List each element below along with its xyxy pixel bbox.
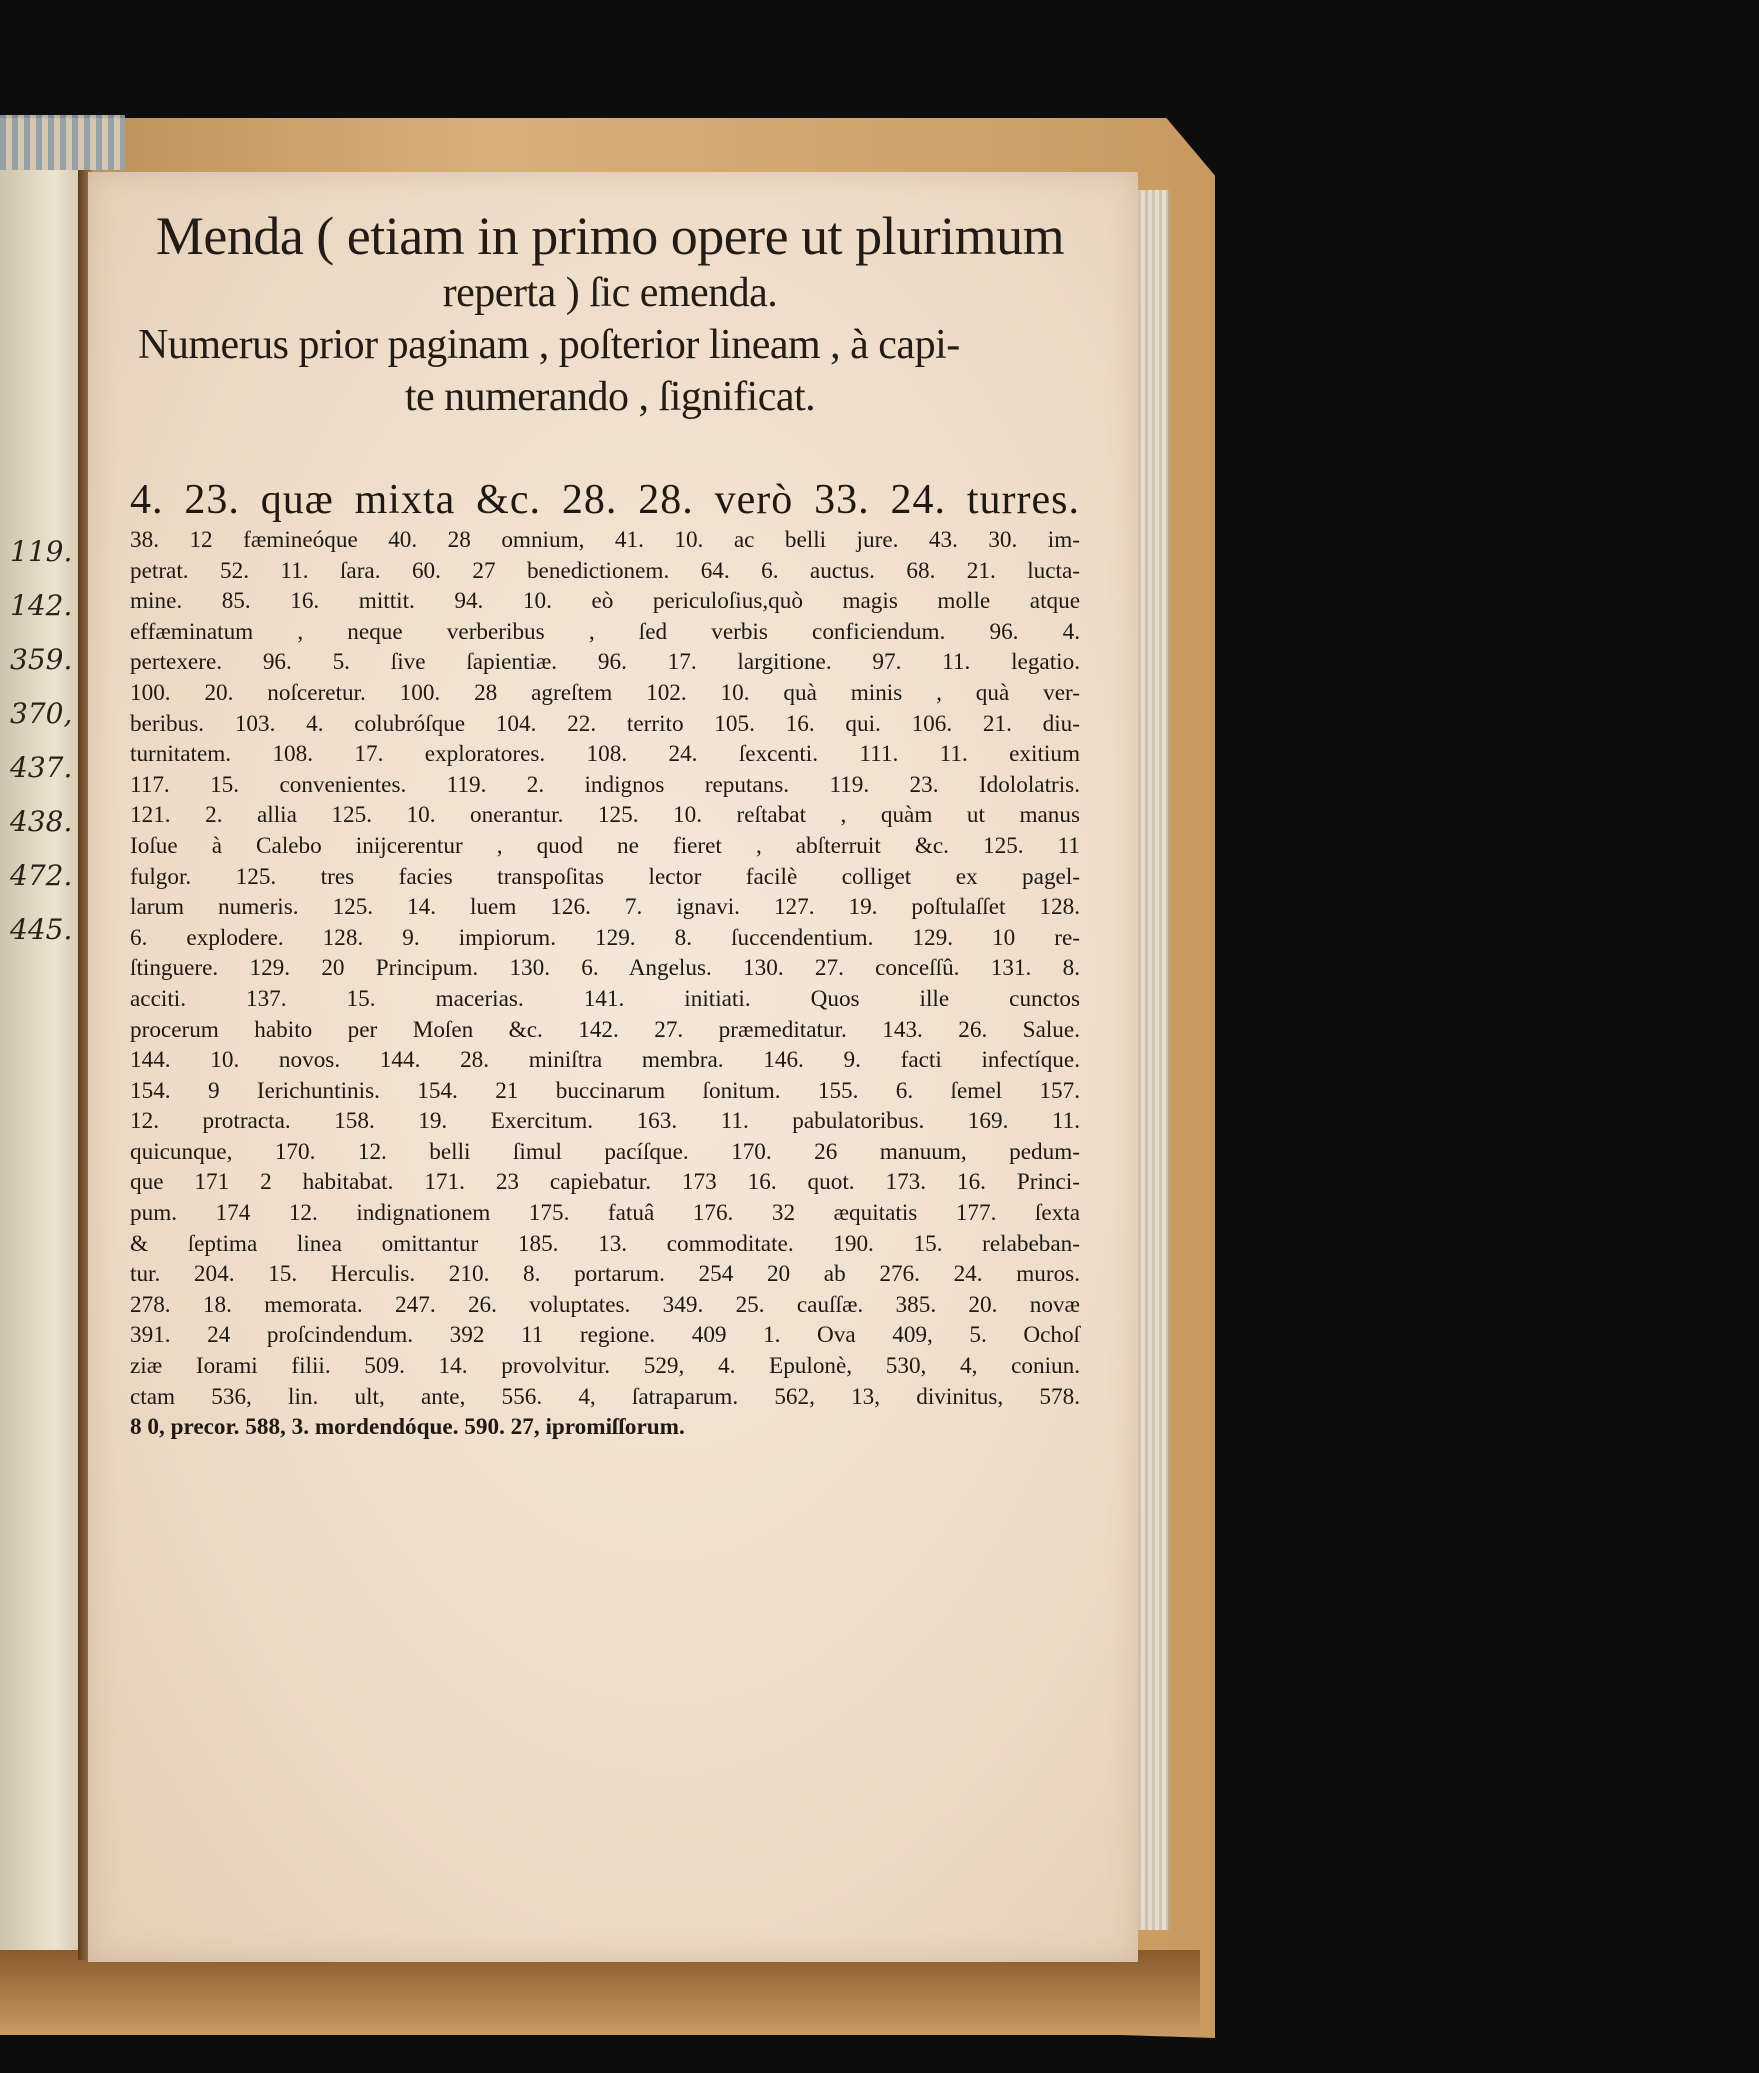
left-page-edge — [0, 170, 81, 1950]
errata-line: pertexere. 96. 5. ſive ſapientiæ. 96. 17. largitione. 97. 11. legatio. — [130, 649, 1080, 676]
left-page-margin-numbers — [10, 525, 73, 957]
errata-line: 154. 9 Ierichuntinis. 154. 21 buccinarum ſonitum. 155. 6. ſemel 157. — [130, 1077, 1080, 1104]
errata-line: Ioſue à Calebo inijcerentur , quod ne fieret , abſterruit &c. 125. 11 — [130, 832, 1080, 859]
errata-line: ctam 536, lin. ult, ante, 556. 4, ſatraparum. 562, 13, divinitus, 578. — [130, 1383, 1080, 1410]
heading-line-1: Menda ( etiam in primo opere ut plurimum — [155, 206, 1065, 266]
errata-line: tur. 204. 15. Herculis. 210. 8. portarum. 254 20 ab 276. 24. muros. — [130, 1261, 1080, 1288]
margin-number: 437. — [10, 751, 73, 784]
errata-line: turnitatem. 108. 17. exploratores. 108. 24. ſexcenti. 111. 11. exitium — [130, 741, 1080, 768]
errata-line: 117. 15. convenientes. 119. 2. indignos reputans. 119. 23. Idololatris. — [130, 771, 1080, 798]
errata-line: mine. 85. 16. mittit. 94. 10. eò periculoſius,quò magis molle atque — [130, 588, 1080, 615]
margin-number: 472. — [10, 859, 73, 892]
errata-line: que 171 2 habitabat. 171. 23 capiebatur. 173 16. quot. 173. 16. Princi- — [130, 1169, 1080, 1196]
errata-line: & ſeptima linea omittantur 185. 13. commoditate. 190. 15. relabeban- — [130, 1230, 1080, 1257]
margin-number: 119. — [10, 535, 73, 568]
errata-line: procerum habito per Moſen &c. 142. 27. præmeditatur. 143. 26. Salue. — [130, 1016, 1080, 1043]
errata-line: 6. explodere. 128. 9. impiorum. 129. 8. ſuccendentium. 129. 10 re- — [130, 924, 1080, 951]
errata-line: beribus. 103. 4. colubróſque 104. 22. territo 105. 16. qui. 106. 21. diu- — [130, 710, 1080, 737]
errata-lead-line: 4. 23. quæ mixta &c. 28. 28. verò 33. 24. turres. — [130, 477, 1080, 523]
errata-line: 278. 18. memorata. 247. 26. voluptates. 349. 25. cauſſæ. 385. 20. novæ — [130, 1291, 1080, 1318]
heading-line-4: te numerando , ſignificat. — [404, 374, 816, 420]
errata-line: 8 0, precor. 588, 3. mordendóque. 590. 27, ipromiſſorum. — [130, 1414, 685, 1441]
margin-number: 142. — [10, 589, 73, 622]
errata-line: 12. protracta. 158. 19. Exercitum. 163. 11. pabulatoribus. 169. 11. — [130, 1108, 1080, 1135]
errata-line: acciti. 137. 15. macerias. 141. initiati. Quos ille cunctos — [130, 985, 1080, 1012]
errata-line: 121. 2. allia 125. 10. onerantur. 125. 10. reſtabat , quàm ut manus — [130, 802, 1080, 829]
margin-number: 445. — [10, 913, 73, 946]
errata-line: ſtinguere. 129. 20 Principum. 130. 6. Angelus. 130. 27. conceſſû. 131. 8. — [130, 955, 1080, 982]
errata-line: larum numeris. 125. 14. luem 126. 7. ignavi. 127. 19. poſtulaſſet 128. — [130, 894, 1080, 921]
errata-line: petrat. 52. 11. ſara. 60. 27 benedictionem. 64. 6. auctus. 68. 21. lucta- — [130, 557, 1080, 584]
margin-number: 438. — [10, 805, 73, 838]
errata-list — [130, 475, 1080, 1443]
errata-line: 100. 20. noſceretur. 100. 28 agreſtem 102. 10. quà minis , quà ver- — [130, 679, 1080, 706]
errata-line: 38. 12 fæmineóque 40. 28 omnium, 41. 10. ac belli jure. 43. 30. im- — [130, 527, 1080, 553]
errata-line: effæminatum , neque verberibus , ſed verbis conficiendum. 96. 4. — [130, 618, 1080, 645]
spine-binding-thread — [0, 115, 125, 170]
cover-bottom-edge — [0, 1950, 1200, 2035]
errata-line: ziæ Iorami filii. 509. 14. provolvitur. 529, 4. Epulonè, 530, 4, coniun. — [130, 1353, 1080, 1380]
errata-heading — [130, 205, 1090, 423]
errata-line: pum. 174 12. indignationem 175. fatuâ 176. 32 æquitatis 177. ſexta — [130, 1200, 1080, 1227]
margin-number: 370, — [10, 697, 73, 730]
margin-number: 359. — [10, 643, 73, 676]
heading-line-3: Numerus prior paginam , poſterior lineam , à capi- — [138, 322, 960, 368]
heading-line-2: reperta ) ſic emenda. — [442, 270, 778, 316]
errata-line: 391. 24 proſcindendum. 392 11 regione. 409 1. Ova 409, 5. Ochoſ — [130, 1322, 1080, 1349]
errata-line: fulgor. 125. tres facies transpoſitas lector facilè colliget ex pagel- — [130, 863, 1080, 890]
errata-line: quicunque, 170. 12. belli ſimul pacíſque. 170. 26 manuum, pedum- — [130, 1138, 1080, 1165]
errata-line: 144. 10. novos. 144. 28. miniſtra membra. 146. 9. facti infectíque. — [130, 1047, 1080, 1074]
